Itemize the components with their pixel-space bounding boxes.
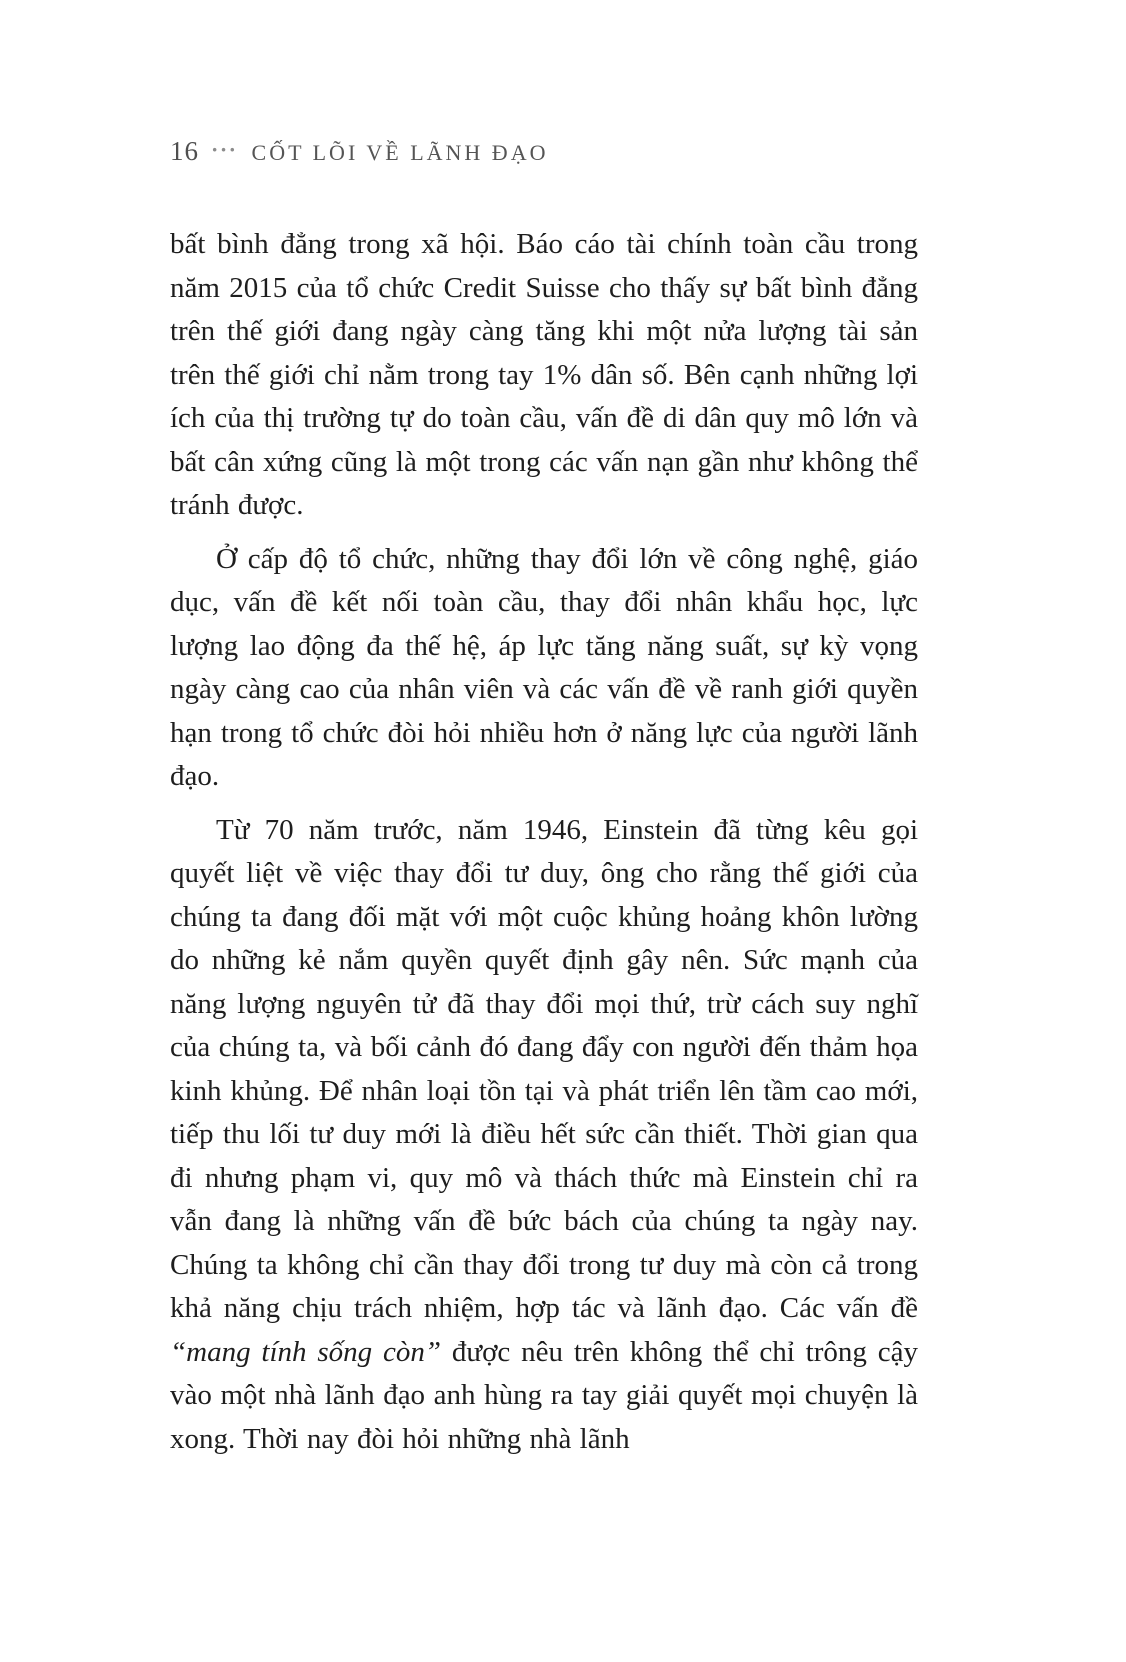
paragraph-1: bất bình đẳng trong xã hội. Báo cáo tài chính toàn cầu trong năm 2015 của tổ chức Credit Suisse cho thấy sự bất bình đẳng trên thế giới đang ngày càng tăng khi một nửa lượng tài sản trên thế giới chỉ nằm trong tay 1% dân số. Bên cạnh những lợi ích của thị trường tự do toàn cầu, vấn đề di dân quy mô lớn và bất cân xứng cũng là một trong các vấn nạn gần như không thể tránh được. [170, 228, 918, 521]
page-number: 16 [170, 136, 199, 166]
paragraph-2: Ở cấp độ tổ chức, những thay đổi lớn về công nghệ, giáo dục, vấn đề kết nối toàn cầu, thay đổi nhân khẩu học, lực lượng lao động đa thế hệ, áp lực tăng năng suất, sự kỳ vọng ngày càng cao của nhân viên và các vấn đề về ranh giới quyền hạn trong tổ chức đòi hỏi nhiều hơn ở năng lực của người lãnh đạo. [170, 542, 918, 792]
page-header [170, 136, 918, 167]
paragraph-3-text-pre: Từ 70 năm trước, năm 1946, Einstein đã từng kêu gọi quyết liệt về việc thay đổi tư duy, ông cho rằng thế giới của chúng ta đang đối mặt với một cuộc khủng hoảng khôn lường do những kẻ nắm quyền quyết định gây nên. Sức mạnh của năng lượng nguyên tử đã thay đổi mọi thứ, trừ cách suy nghĩ của chúng ta, và bối cảnh đó đang đẩy con người đến thảm họa kinh khủng. Để nhân loại tồn tại và phát triển lên tầm cao mới, tiếp thu lối tư duy mới là điều hết sức cần thiết. Thời gian qua đi nhưng phạm vi, quy mô và thách thức mà Einstein chỉ ra vẫn đang là những vấn đề bức bách của chúng ta ngày nay. Chúng ta không chỉ cần thay đổi trong tư duy mà còn cả trong khả năng chịu trách nhiệm, hợp tác và lãnh đạo. Các vấn đề [170, 813, 918, 1324]
body-text [170, 223, 918, 1461]
header-separator-dots: ··· [211, 137, 238, 162]
paragraph-3-text-post: được nêu trên không thể chỉ trông cậy vào một nhà lãnh đạo anh hùng ra tay giải quyết mọi chuyện là xong. Thời nay đòi hỏi những nhà lãnh [170, 1335, 918, 1455]
paragraph-3 [170, 809, 918, 1462]
emphasized-phrase: “mang tính sống còn” [170, 1335, 442, 1368]
page-content [170, 136, 918, 1471]
running-title: CỐT LÕI VỀ LÃNH ĐẠO [251, 140, 549, 165]
